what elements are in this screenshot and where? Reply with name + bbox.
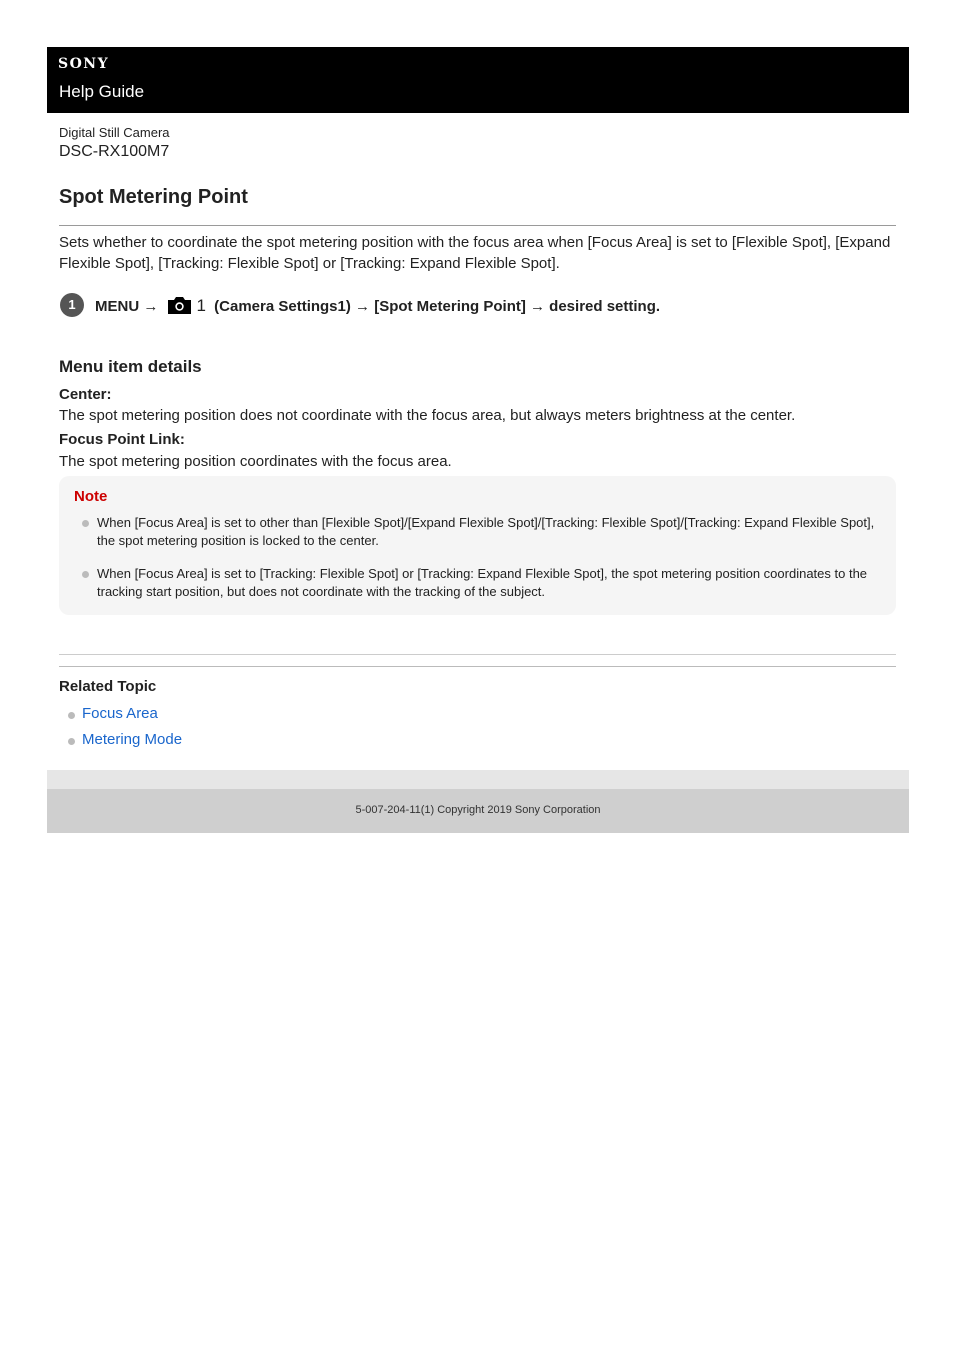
related-item-metering-mode	[66, 731, 182, 749]
page-title: Spot Metering Point	[59, 186, 248, 208]
related-divider-bottom	[59, 666, 896, 667]
bullet-dot-icon	[82, 571, 89, 578]
header-bar	[47, 47, 909, 113]
title-divider	[59, 225, 896, 226]
related-topic-heading: Related Topic	[59, 678, 157, 695]
related-item-focus-area	[66, 705, 158, 723]
note-title: Note	[74, 488, 108, 505]
footer-spacer	[47, 770, 909, 789]
note-item-text: When [Focus Area] is set to other than [Flexible Spot]/[Expand Flexible Spot]/[Tracking: Flexible Spot]/[Tracking: Expand Flexible Spot], the spot metering position is locked to the center.	[97, 515, 875, 548]
step-rest-text: (Camera Settings1) → [Spot Metering Point] → desired setting.	[214, 298, 661, 315]
step-menu-label: MENU →	[95, 298, 159, 315]
menu-step	[59, 292, 899, 318]
related-divider-top	[59, 654, 896, 655]
copyright-text: 5-007-204-11(1) Copyright 2019 Sony Corporation	[355, 804, 601, 816]
bullet-dot-icon	[68, 712, 75, 719]
camera-settings-index: 1	[196, 296, 206, 315]
note-box	[59, 476, 896, 615]
sony-logo: SONY	[58, 56, 110, 72]
help-guide-label: Help Guide	[59, 82, 145, 101]
bullet-dot-icon	[82, 520, 89, 527]
step-number-badge: 1	[60, 293, 84, 317]
product-model: DSC-RX100M7	[59, 143, 170, 160]
note-item-text: When [Focus Area] is set to [Tracking: Flexible Spot] or [Tracking: Expand Flexible Spot], the spot metering position coordinates to the tracking start position, but does not coordinate with the tracking of the subject.	[97, 566, 868, 599]
bullet-dot-icon	[68, 738, 75, 745]
product-type: Digital Still Camera	[59, 125, 170, 140]
step-instruction	[95, 295, 660, 319]
footer	[47, 789, 909, 833]
note-item	[82, 565, 882, 601]
item-center-label: Center:	[59, 386, 112, 403]
related-link-focus-area[interactable]: Focus Area	[82, 705, 158, 722]
item-focus-point-link-description: The spot metering position coordinates with the focus area.	[59, 453, 452, 470]
intro-paragraph: Sets whether to coordinate the spot metering position with the focus area when [Focus Area] is set to [Flexible Spot], [Expand Flexible Spot], [Tracking: Flexible Spot] or [Tracking: Expand Flexible Spot].	[59, 234, 891, 272]
item-focus-point-link-label: Focus Point Link:	[59, 431, 185, 448]
related-link-metering-mode[interactable]: Metering Mode	[82, 731, 183, 748]
note-item	[82, 514, 882, 550]
menu-details-heading: Menu item details	[59, 357, 202, 376]
item-center-description: The spot metering position does not coordinate with the focus area, but always meters brightness at the center.	[59, 407, 796, 424]
